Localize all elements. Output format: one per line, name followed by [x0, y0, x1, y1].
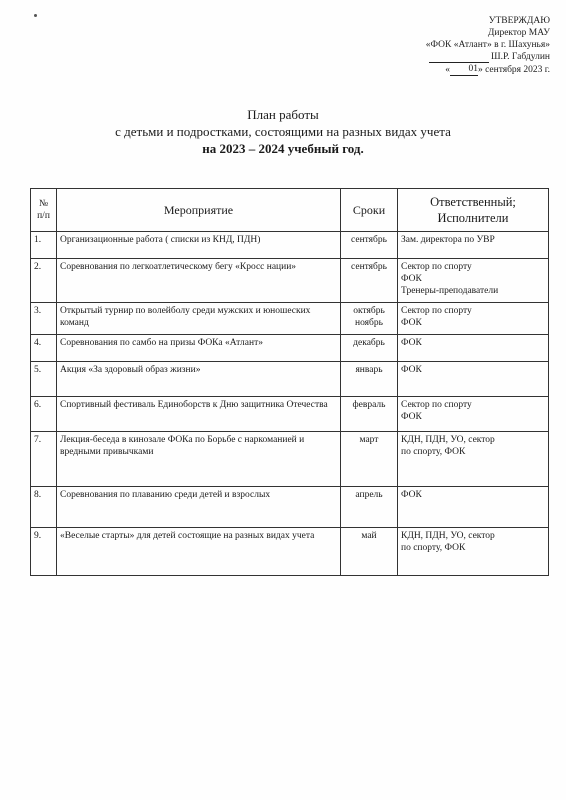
approval-date: « 01» сентября 2023 г. [445, 64, 550, 75]
approval-date-rest: сентября 2023 г. [485, 65, 550, 75]
row-dates [341, 432, 398, 487]
row-responsible [398, 432, 549, 487]
approval-date-day: 01 [450, 63, 478, 76]
row-event: Соревнования по легкоатлетическому бегу «Кросс нации» [57, 259, 341, 303]
row-dates [341, 487, 398, 528]
row-number: 8. [31, 487, 57, 528]
row-dates [341, 362, 398, 397]
header-number: № п/п [31, 189, 57, 232]
row-dates [341, 232, 398, 259]
row-responsible-item: по спорту, ФОК [401, 447, 466, 457]
row-number: 3. [31, 303, 57, 335]
row-number: 9. [31, 528, 57, 576]
row-dates [341, 528, 398, 576]
row-responsible [398, 232, 549, 259]
table-body [31, 232, 549, 576]
row-responsible [398, 528, 549, 576]
row-date-item: февраль [352, 400, 386, 410]
header-responsible-line-2: Исполнители [437, 211, 509, 225]
row-date-item: январь [355, 365, 383, 375]
row-responsible [398, 487, 549, 528]
row-responsible-item: ФОК [401, 490, 422, 500]
title-line-3: на 2023 – 2024 учебный год. [202, 141, 364, 156]
table-row [31, 362, 549, 397]
row-event: Спортивный фестиваль Единоборств к Дню защитника Отечества [57, 397, 341, 432]
row-responsible-item: Сектор по спорту [401, 262, 472, 272]
row-responsible [398, 397, 549, 432]
row-responsible-item: по спорту, ФОК [401, 543, 466, 553]
row-responsible-item: ФОК [401, 338, 422, 348]
table-row [31, 528, 549, 576]
table-row [31, 432, 549, 487]
row-date-item: март [359, 435, 379, 445]
table-row [31, 397, 549, 432]
approval-signatory: Ш.Р. Габдулин [491, 52, 550, 62]
row-responsible [398, 335, 549, 362]
row-responsible-item: КДН, ПДН, УО, сектор [401, 531, 495, 541]
row-dates [341, 335, 398, 362]
row-date-item: декабрь [353, 338, 385, 348]
table-row [31, 303, 549, 335]
row-responsible-item: ФОК [401, 318, 422, 328]
row-dates [341, 397, 398, 432]
row-date-item: ноябрь [355, 318, 383, 328]
row-responsible-item: Тренеры-преподаватели [401, 286, 499, 296]
approval-signature-line [350, 51, 550, 63]
row-responsible-item: Сектор по спорту [401, 306, 472, 316]
work-plan-table [30, 188, 549, 576]
row-dates [341, 259, 398, 303]
table-header-row [31, 189, 549, 232]
row-responsible [398, 303, 549, 335]
document-title [0, 106, 566, 157]
row-event: Соревнования по самбо на призы ФОКа «Атлант» [57, 335, 341, 362]
row-responsible-item: Сектор по спорту [401, 400, 472, 410]
row-number: 4. [31, 335, 57, 362]
header-event: Мероприятие [57, 189, 341, 232]
row-responsible-item: Зам. директора по УВР [401, 235, 495, 245]
table-row [31, 232, 549, 259]
row-event: Соревнования по плаванию среди детей и взрослых [57, 487, 341, 528]
table-row [31, 487, 549, 528]
row-date-item: сентябрь [351, 235, 387, 245]
row-responsible-item: КДН, ПДН, УО, сектор [401, 435, 495, 445]
row-event: Организационные работа ( списки из КНД, ПДН) [57, 232, 341, 259]
table-row [31, 335, 549, 362]
title-line-1: План работы [247, 107, 319, 122]
approval-heading: УТВЕРЖДАЮ [488, 16, 550, 26]
row-date-item: октябрь [353, 306, 385, 316]
row-date-item: сентябрь [351, 262, 387, 272]
row-number: 6. [31, 397, 57, 432]
row-number: 5. [31, 362, 57, 397]
header-responsible-line-1: Ответственный; [430, 195, 516, 209]
table-row [31, 259, 549, 303]
row-dates [341, 303, 398, 335]
row-responsible-item: ФОК [401, 365, 422, 375]
row-date-item: апрель [355, 490, 383, 500]
row-number: 1. [31, 232, 57, 259]
scan-speck [34, 14, 37, 17]
approval-organization: «ФОК «Атлант» в г. Шахунья» [425, 40, 550, 50]
row-event: Лекция-беседа в кинозале ФОКа по Борьбе с наркоманией и вредными привычками [57, 432, 341, 487]
row-responsible-item: ФОК [401, 412, 422, 422]
header-responsible [398, 189, 549, 232]
title-line-2: с детьми и подростками, состоящими на разных видах учета [115, 124, 451, 139]
header-dates: Сроки [341, 189, 398, 232]
approval-block [350, 15, 550, 76]
approval-position: Директор МАУ [487, 28, 550, 38]
row-event: Открытый турнир по волейболу среди мужских и юношеских команд [57, 303, 341, 335]
row-responsible-item: ФОК [401, 274, 422, 284]
row-number: 7. [31, 432, 57, 487]
row-date-item: май [361, 531, 377, 541]
row-event: «Веселые старты» для детей состоящие на разных видах учета [57, 528, 341, 576]
row-number: 2. [31, 259, 57, 303]
row-responsible [398, 259, 549, 303]
row-responsible [398, 362, 549, 397]
row-event: Акция «За здоровый образ жизни» [57, 362, 341, 397]
